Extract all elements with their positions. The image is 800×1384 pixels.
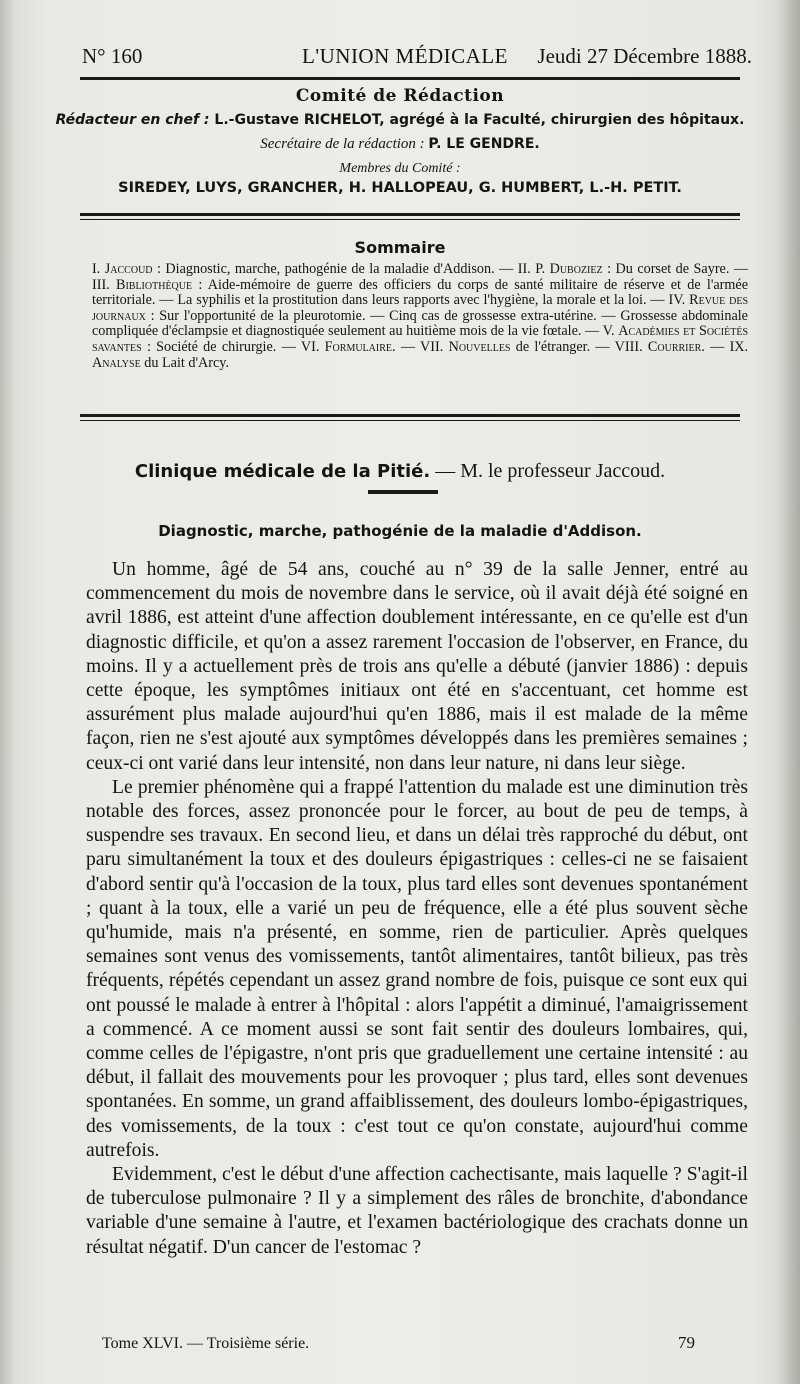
sommaire-item: I. Jaccoud : Diagnostic, marche, pathogénie de la maladie d'Addison. — [92, 261, 514, 277]
members-label: Membres du Comité : [339, 161, 461, 176]
paragraph: Le premier phénomène qui a frappé l'attention du malade est une diminution très notable des forces, assez prononcée pour le forcer, au bout de peu de temps, à suspendre ses travaux. En second lieu, et dans un délai très rapproché du début, ont paru simultanément la toux et des douleurs épigastriques : celles-ci ne se faisaient d'abord sentir qu'à l'occasion de la toux, plus tard elles sont devenues spontanément ; quant à la toux, elle a varié un peu de fréquence, elle a été plus souvent sèche qu'humide, mais n'a présenté, en somme, rien de particulier. Après quelques semaines sont venus des vomissements, tantôt alimentaires, tantôt bilieux, pas très fréquents, répétés cependant un assez grand nombre de fois, puisque ce sont eux qui ont poussé le malade à entrer à l'hôpital : alors l'appétit a diminué, l'amaigrissement a commencé. A ce moment aussi se sont fait sentir des douleurs lombaires, qui, comme celles de l'épigastre, n'ont pris que graduellement une certaine intensité : au début, il fallait des mouvements pour les provoquer ; plus tard, elles sont devenues spontanées. En somme, un grand affaiblissement, des douleurs lombo-épigastriques, des vomissements, de la toux : c'est tout ce qu'on constate, aujourd'hui comme autrefois. [86, 776, 748, 1161]
sommaire-item: V. Académies et Sociétés savantes : Société de chirurgie. — [92, 323, 749, 355]
tome-label: Tome XLVI. — Troisième série. [102, 1335, 310, 1352]
clinic-title: Clinique médicale de la Pitié. [134, 461, 431, 482]
sommaire-item: VIII. Courrier. — [614, 338, 725, 355]
issue-number: N° 160 [82, 44, 143, 68]
secretary-line [0, 136, 800, 153]
sommaire-item: II. P. Duboziez : Du corset de Sayre. — [517, 261, 749, 277]
committee-rule [80, 213, 740, 216]
sommaire-item: IX. Analyse du Lait d'Arcy. [92, 338, 749, 371]
section-title: Diagnostic, marche, pathogénie de la maladie d'Addison. [158, 522, 642, 540]
issue-date: Jeudi 27 Décembre 1888. [537, 44, 752, 68]
members-names: SIREDEY, LUYS, GRANCHER, H. HALLOPEAU, G. HUMBERT, L.-H. PETIT. [118, 180, 682, 196]
secretary-name: P. LE GENDRE. [428, 136, 540, 152]
committee-rule-thin [80, 219, 740, 220]
committee-title: Comité de Rédaction [295, 86, 505, 106]
sommaire-item: VI. Formulaire. — [300, 338, 416, 355]
sommaire-title: Sommaire [354, 238, 446, 257]
chief-editor-line [0, 112, 800, 128]
chief-editor-label: Rédacteur en chef : [55, 112, 210, 128]
journal-title: L'UNION MÉDICALE [302, 44, 509, 68]
sommaire-rule-thin [80, 420, 740, 421]
header-rule [80, 77, 740, 80]
sommaire-item: IV. Revue des journaux : Sur l'opportunité de la pleurotomie. — Cinq cas de grossesse extra-utérine. — Grossesse abdominale compliquée d'éclampsie et diagnostiquée seulement au huitième mois de la vie fœtale. — [92, 292, 749, 340]
sommaire-item: VII. Nouvelles de l'étranger. — [420, 338, 610, 355]
sommaire-text [92, 262, 748, 371]
page-spine-shadow [0, 0, 14, 1384]
paragraph: Evidemment, c'est le début d'une affection cachectisante, mais laquelle ? S'agit-il de tuberculose pulmonaire ? Il y a simplement des râles de bronchite, d'abondance variable d'une semaine à l'autre, et l'examen bactériologique des crachats donne un résultat négatif. D'un cancer de l'estomac ? [86, 1164, 748, 1258]
secretary-label: Secrétaire de la rédaction : [260, 136, 425, 152]
chief-editor-name: L.-Gustave RICHELOT, agrégé à la Faculté, chirurgien des hôpitaux. [214, 112, 745, 128]
sommaire-item: III. Bibliothèque : Aide-mémoire de guerre des officiers du corps de santé militaire de réserve et de l'armée territoriale. — La syphilis et la prostitution dans leurs rapports avec l'hygiène, la morale et la loi. — [92, 276, 749, 309]
page-number: 79 [678, 1333, 695, 1352]
ornament-rule [368, 490, 438, 494]
clinic-professor: — M. le professeur Jaccoud. [435, 460, 666, 482]
article-body [86, 558, 748, 1260]
sommaire-rule [80, 414, 740, 417]
page-header [82, 40, 752, 74]
clinic-heading [0, 460, 800, 483]
page-edge-shadow [778, 0, 800, 1384]
paragraph: Un homme, âgé de 54 ans, couché au n° 39 de la salle Jenner, entré au commencement du mois de novembre dans le service, où il avait déjà été soigné en avril 1886, est atteint d'une affection doublement intéressante, en ce qu'elle est d'un diagnostic difficile, et qu'on a assez rarement l'occasion de l'observer, en France, du moins. Il y a actuellement près de trois ans qu'elle a débuté (janvier 1886) : depuis cette époque, les symptômes initiaux ont été en s'accentuant, cet homme est assurément plus malade aujourd'hui qu'en 1886, mais il est malade de la même façon, rien ne s'est ajouté aux symptômes développés dans les premières semaines ; ceux-ci ont varié dans leur intensité, non dans leur nature, ni dans leur siège. [86, 559, 748, 774]
